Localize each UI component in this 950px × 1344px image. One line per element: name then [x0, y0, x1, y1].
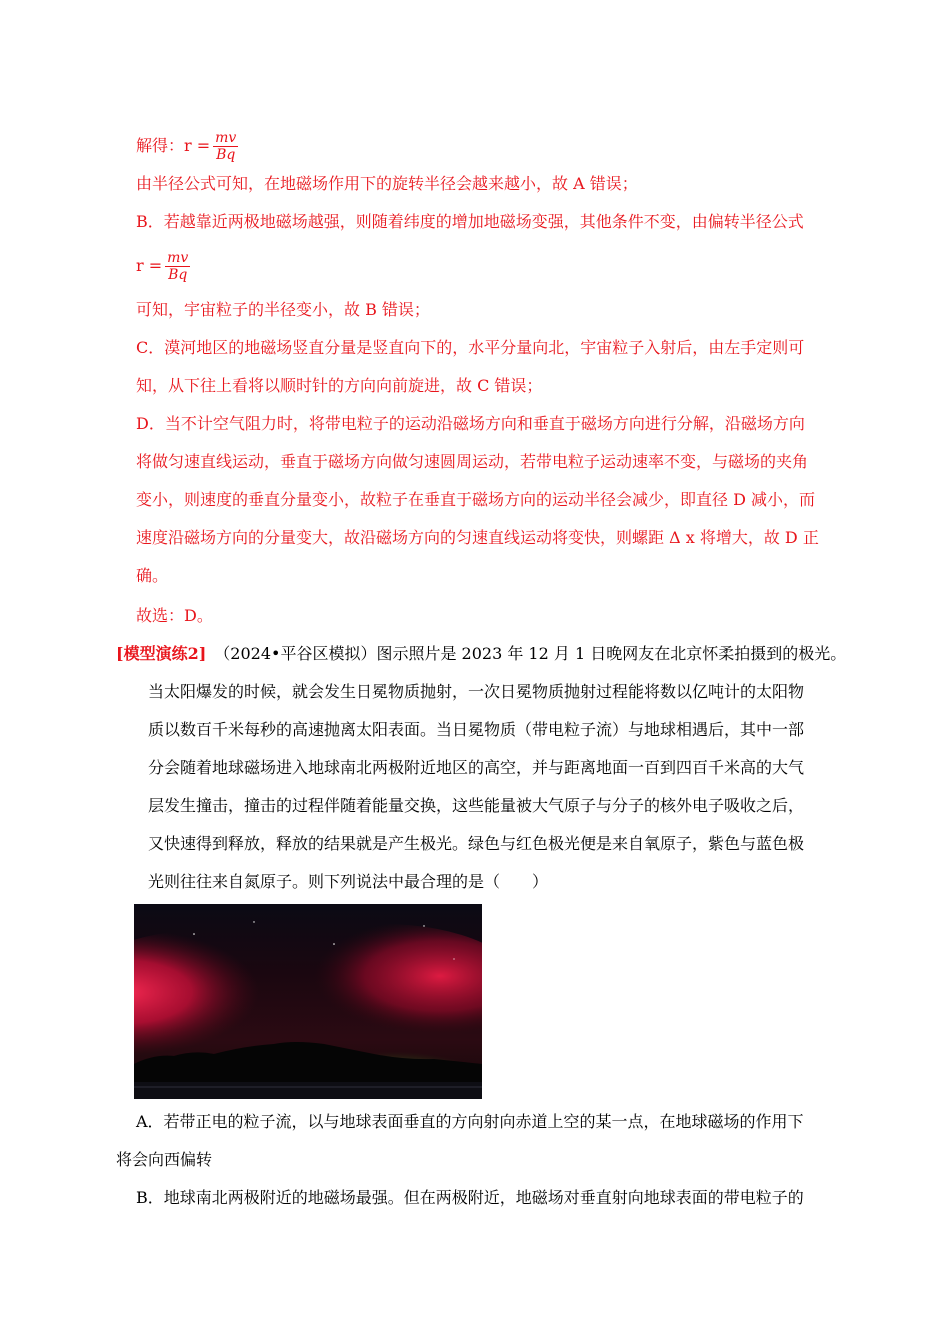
- solution-line-13: 故选：D。: [136, 606, 213, 625]
- aurora-photo-drawing: [134, 904, 482, 1099]
- problem-tag: [模型演练2]: [116, 644, 207, 663]
- formula-prefix: r =: [136, 256, 163, 275]
- fraction-denominator: Bq: [168, 267, 188, 283]
- solution-line-5: 可知，宇宙粒子的半径变小，故 B 错误；: [136, 300, 430, 319]
- solution-line-10: 变小，则速度的垂直分量变小，故粒子在垂直于磁场方向的运动半径会减少，即直径 D 减小，而: [136, 490, 816, 509]
- problem-source: （2024•平谷区模拟）图示照片是 2023 年 12 月 1 日晚网友在北京怀柔拍摄到的极光。: [214, 644, 847, 663]
- solution-line-7: 知，从下往上看将以顺时针的方向向前旋进，故 C 错误；: [136, 376, 543, 395]
- solution-line-2: 由半径公式可知，在地磁场作用下的旋转半径会越来越小，故 A 错误；: [136, 174, 638, 193]
- problem-line-7: 光则往往来自氮原子。则下列说法中最合理的是（ ）: [148, 872, 549, 891]
- problem-line-3: 质以数百千米每秒的高速抛离太阳表面。当日冕物质（带电粒子流）与地球相遇后，其中一部: [148, 720, 805, 739]
- radius-fraction: [165, 250, 190, 283]
- solution-line-4: [136, 250, 190, 283]
- option-a-line-2: 将会向西偏转: [116, 1150, 213, 1169]
- fraction-numerator: mv: [167, 250, 189, 266]
- radius-fraction: [213, 130, 238, 163]
- option-a-line-1: A．若带正电的粒子流，以与地球表面垂直的方向射向赤道上空的某一点，在地球磁场的作用下: [136, 1112, 804, 1131]
- solution-line-11: 速度沿磁场方向的分量变大，故沿磁场方向的匀速直线运动将变快，则螺距 Δ x 将增大，故 D 正: [136, 528, 819, 547]
- solution-line-12: 确。: [136, 566, 169, 585]
- formula-prefix: 解得：r =: [136, 136, 211, 155]
- aurora-photo: [134, 904, 482, 1099]
- problem-line-5: 层发生撞击，撞击的过程伴随着能量交换，这些能量被大气原子与分子的核外电子吸收之后，: [148, 796, 805, 815]
- fraction-numerator: mv: [215, 130, 237, 146]
- solution-line-1: [136, 130, 238, 163]
- option-b-line-1: B．地球南北两极附近的地磁场最强。但在两极附近，地磁场对垂直射向地球表面的带电粒子的: [136, 1188, 804, 1207]
- solution-line-6: C．漠河地区的地磁场竖直分量是竖直向下的，水平分量向北，宇宙粒子入射后，由左手定则可: [136, 338, 805, 357]
- solution-line-3: B．若越靠近两极地磁场越强，则随着纬度的增加地磁场变强，其他条件不变，由偏转半径公式: [136, 212, 804, 231]
- solution-line-8: D．当不计空气阻力时，将带电粒子的运动沿磁场方向和垂直于磁场方向进行分解，沿磁场方向: [136, 414, 805, 433]
- problem-line-4: 分会随着地球磁场进入地球南北两极附近地区的高空，并与距离地面一百到四百千米高的大气: [148, 758, 805, 777]
- problem-line-6: 又快速得到释放，释放的结果就是产生极光。绿色与红色极光便是来自氧原子，紫色与蓝色极: [148, 834, 805, 853]
- problem-line-2: 当太阳爆发的时候，就会发生日冕物质抛射，一次日冕物质抛射过程能将数以亿吨计的太阳物: [148, 682, 805, 701]
- problem-line-1: [116, 642, 846, 666]
- fraction-denominator: Bq: [216, 147, 236, 163]
- solution-line-9: 将做匀速直线运动，垂直于磁场方向做匀速圆周运动，若带电粒子运动速率不变，与磁场的夹角: [136, 452, 809, 471]
